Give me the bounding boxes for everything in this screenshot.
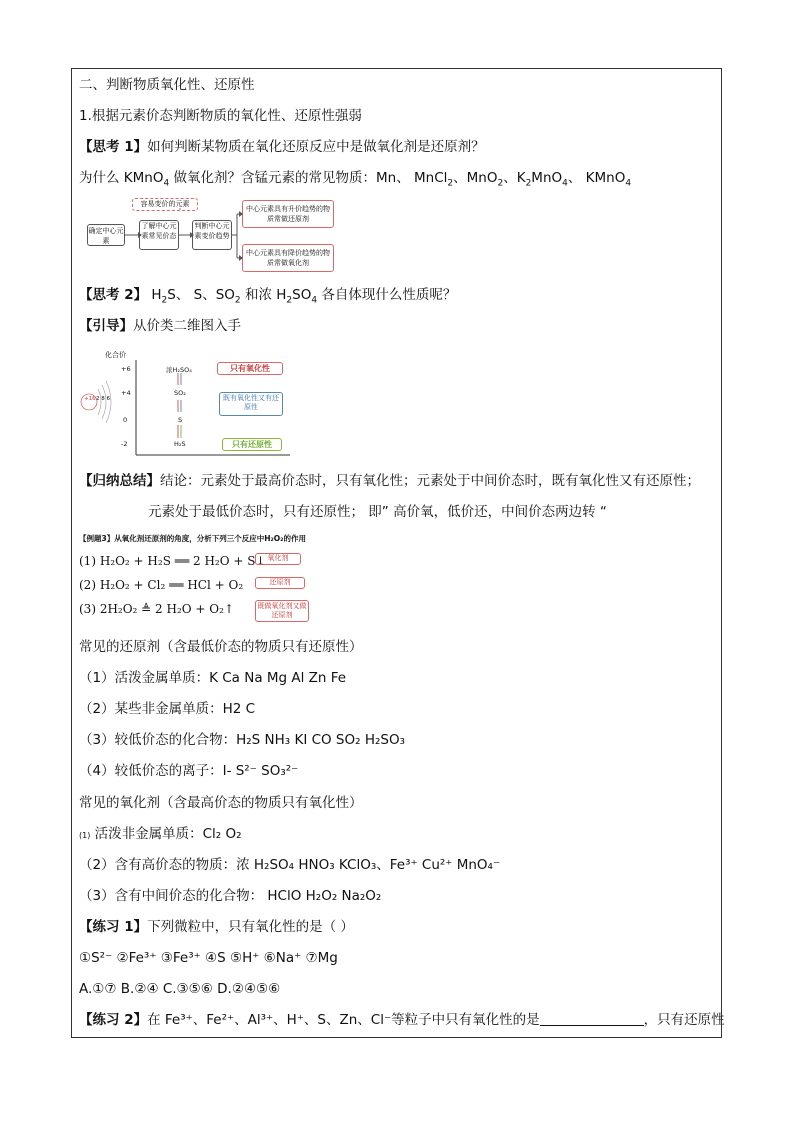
oxidizers-item1-text: 活泼非金属单质：Cl₂ O₂ [90, 826, 242, 842]
reducers-item1: （1）活泼金属单质：K Ca Na Mg Al Zn Fe [79, 670, 347, 686]
think2-d: SO [292, 287, 312, 303]
flow-arrows [80, 195, 350, 280]
why-sub3: 2 [497, 178, 504, 189]
why-mid3: MnO [531, 170, 563, 186]
guide-tag: 【引导】 [79, 318, 133, 334]
think1-tag: 【思考 1】 [79, 139, 148, 155]
example3-tag1: 氧化剂 [255, 553, 301, 565]
species-h2s: H₂S [174, 440, 186, 448]
think1-text: 如何判断某物质在氧化还原反应中是做氧化剂是还原剂？ [147, 139, 485, 155]
species-h2so4: 浓H₂SO₄ [166, 366, 192, 374]
practice2-tail: ，只有还原性 [643, 1012, 725, 1028]
summary-line2: 元素处于最低价态时，只有还原性； 即” 高价氧，低价还，中间价态两边转 “ [148, 504, 607, 520]
think2-sub-d: 4 [311, 295, 318, 306]
think1-why [79, 169, 631, 187]
practice1-answers: A.①⑦ B.②④ C.③⑤⑥ D.②④⑤⑥ [79, 981, 281, 997]
tag-only-oxidizing: 只有氧化性 [217, 362, 283, 375]
think1-question [79, 138, 485, 156]
section-title: 二、判断物质氧化性、还原性 [79, 77, 255, 93]
example3-r2: (2) H₂O₂ + Cl₂ ══ HCl + O₂ [79, 578, 244, 592]
example3-r3: (3) 2H₂O₂ ≜ 2 H₂O + O₂↑ [79, 602, 235, 616]
atom-nucleus: +16 [84, 396, 96, 402]
flow-top-label: 容易变价的元素 [132, 198, 198, 211]
tick-minus2: -2 [121, 440, 128, 448]
chart-axes [80, 355, 300, 460]
practice2-blank[interactable] [540, 1013, 644, 1026]
example3-r1: (1) H₂O₂ + H₂S ══ 2 H₂O + S↓ [79, 554, 266, 568]
why-sub6: 4 [625, 178, 632, 189]
summary-text1: 结论：元素处于最高价态时，只有氧化性；元素处于中间价态时，既有氧化性又有还原性； [160, 473, 700, 489]
tick-zero: 0 [123, 416, 128, 424]
atom-shells: 2 8 6 [96, 396, 110, 402]
oxidizers-item1 [79, 825, 242, 845]
example3-title: 【例题3】从氧化剂还原剂的角度，分析下列三个反应中H₂O₂的作用 [79, 534, 306, 543]
oxidizers-item3: （3）含有中间价态的化合物： HClO H₂O₂ Na₂O₂ [79, 888, 382, 904]
practice1-question [79, 918, 354, 936]
flow-step1: 确定中心元素 [87, 224, 125, 246]
practice1-options: ①S²⁻ ②Fe³⁺ ③Fe³⁺ ④S ⑤H⁺ ⑥Na⁺ ⑦Mg [79, 950, 338, 966]
summary-line1 [79, 472, 700, 490]
reducers-item2: （2）某些非金属单质：H2 C [79, 701, 256, 717]
why-rest: 做氧化剂？含锰元素的常见物质：Mn、 MnCl [169, 170, 448, 186]
oxidizers-item2: （2）含有高价态的物质：浓 H₂SO₄ HNO₃ KClO₃、Fe³⁺ Cu²⁺ MnO₄⁻ [79, 857, 501, 873]
why-mid2: 、K [503, 170, 526, 186]
flow-step2: 了解中心元素常见价态 [139, 220, 179, 250]
think2-sub-b: 2 [234, 295, 241, 306]
think2-b: S、 S、SO [167, 287, 235, 303]
practice1-text: 下列微粒中，只有氧化性的是（ ） [147, 919, 354, 935]
flow-out2: 中心元素具有降价趋势的物质常做氧化剂 [242, 244, 334, 272]
example3-tag3: 既做氧化剂又做还原剂 [255, 600, 309, 622]
tag-only-reducing: 只有还原性 [222, 438, 282, 451]
think2-a: H [147, 287, 162, 303]
practice2-text: 在 Fe³⁺、Fe²⁺、Al³⁺、H⁺、S、Zn、Cl⁻等粒子中只有氧化性的是 [147, 1012, 540, 1028]
guide-line [79, 317, 241, 335]
reducers-heading: 常见的还原剂（含最低价态的物质只有还原性） [79, 639, 363, 655]
flow-step3: 判断中心元素变价趋势 [192, 220, 232, 250]
why-prefix: 为什么 KMnO [79, 170, 164, 186]
think2-e: 各自体现什么性质呢？ [317, 287, 457, 303]
tick-plus6: +6 [121, 365, 131, 373]
reducers-item3: （3）较低价态的化合物：H₂S NH₃ KI CO SO₂ H₂SO₃ [79, 732, 406, 748]
think2-tag: 【思考 2】 [79, 287, 148, 303]
guide-text: 从价类二维图入手 [133, 318, 241, 334]
think2-sub-a: 2 [161, 295, 168, 306]
think2-c: 和浓 H [240, 287, 287, 303]
why-sub1: 4 [163, 178, 170, 189]
think2-question [79, 286, 456, 304]
think2-sub-c: 2 [286, 295, 293, 306]
chart-ylabel: 化合价 [105, 351, 126, 359]
practice1-tag: 【练习 1】 [79, 919, 148, 935]
species-so2: SO₂ [174, 389, 186, 397]
practice2-tag: 【练习 2】 [79, 1012, 148, 1028]
tick-plus4: +4 [121, 389, 131, 397]
oxidizers-item1-num: (1) [79, 831, 91, 840]
tag-both: 既有氧化性又有还原性 [219, 392, 283, 416]
reducers-item4: （4）较低价态的离子：I- S²⁻ SO₃²⁻ [79, 763, 299, 779]
why-sub4: 2 [525, 178, 532, 189]
oxidizers-heading: 常见的氧化剂（含最高价态的物质只有氧化性） [79, 795, 363, 811]
species-s: S [178, 416, 183, 424]
section-subtitle: 1.根据元素价态判断物质的氧化性、还原性强弱 [79, 108, 362, 124]
example3-tag2: 还原剂 [255, 577, 305, 589]
summary-tag: 【归纳总结】 [79, 473, 160, 489]
why-sub5: 4 [562, 178, 568, 189]
why-end: 、 KMnO [567, 170, 626, 186]
practice2-question [79, 1011, 725, 1029]
why-mid: 、MnO [453, 170, 498, 186]
why-sub2: 2 [447, 178, 454, 189]
flow-out1: 中心元素具有升价趋势的物质常做还原剂 [242, 200, 334, 228]
